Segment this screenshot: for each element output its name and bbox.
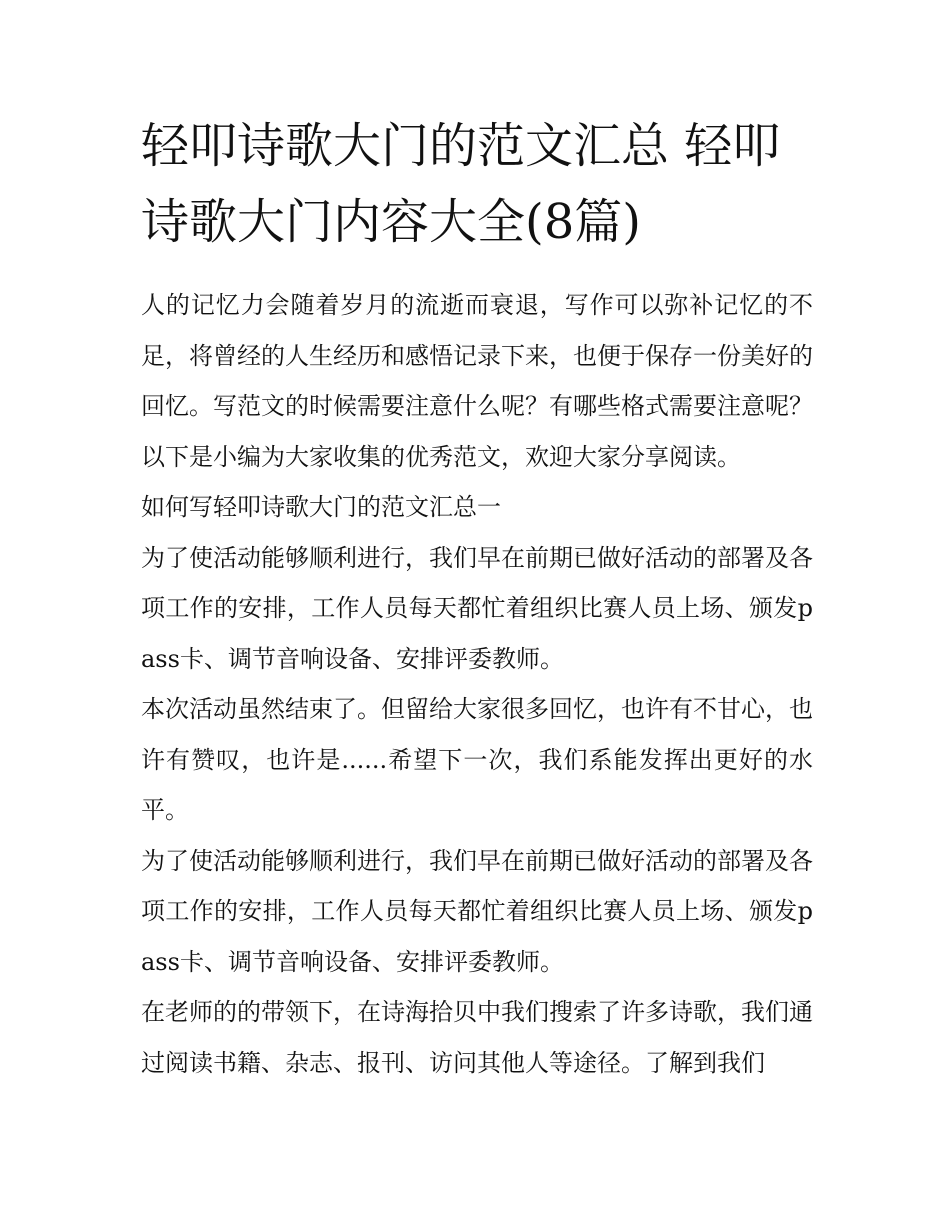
intro-paragraph: 人的记忆力会随着岁月的流逝而衰退，写作可以弥补记忆的不足，将曾经的人生经历和感悟记录下来，也便于保存一份美好的回忆。写范文的时候需要注意什么呢？有哪些格式需要注意呢？以下是小编为大家收集的优秀范文，欢迎大家分享阅读。 (141, 291, 813, 471)
section-heading: 如何写轻叩诗歌大门的范文汇总一 (141, 493, 501, 521)
body-paragraph: 为了使活动能够顺利进行，我们早在前期已做好活动的部署及各项工作的安排，工作人员每天都忙着组织比赛人员上场、颁发pass卡、调节音响设备、安排评委教师。 (141, 846, 813, 976)
body-paragraph: 为了使活动能够顺利进行，我们早在前期已做好活动的部署及各项工作的安排，工作人员每天都忙着组织比赛人员上场、颁发pass卡、调节音响设备、安排评委教师。 (141, 543, 813, 673)
document-content (141, 108, 813, 1088)
document-title: 轻叩诗歌大门的范文汇总 轻叩诗歌大门内容大全(8篇) (141, 118, 781, 250)
body-paragraph: 本次活动虽然结束了。但留给大家很多回忆，也许有不甘心，也许有赞叹，也许是......希望下一次，我们系能发挥出更好的水平。 (141, 695, 813, 824)
body-paragraph: 在老师的的带领下，在诗海拾贝中我们搜索了许多诗歌，我们通过阅读书籍、杂志、报刊、访问其他人等途径。了解到我们 (141, 998, 813, 1077)
